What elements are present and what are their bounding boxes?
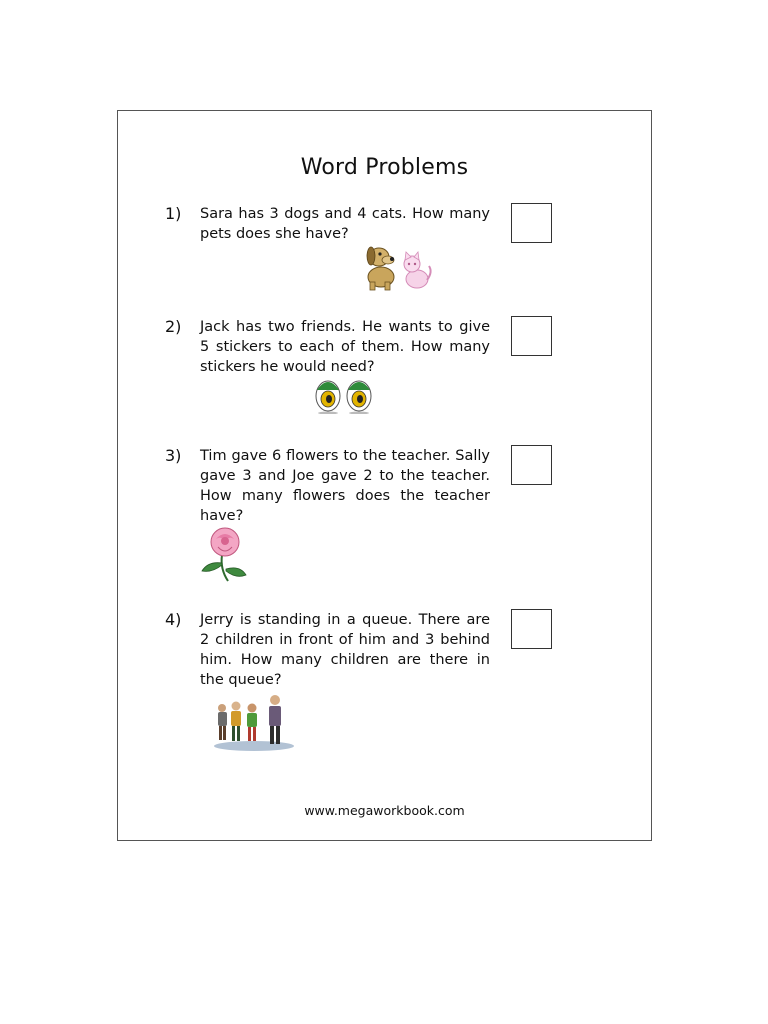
dog-and-cat-icon <box>361 242 435 292</box>
rose-icon <box>198 525 250 582</box>
answer-box-3[interactable] <box>511 445 552 485</box>
problem-text: Jerry is standing in a queue. There are 2 children in front of him and 3 behind him. How many children are there in the queue? <box>200 612 490 688</box>
problem-number: 2) <box>165 317 182 336</box>
problem-number: 3) <box>165 446 182 465</box>
children-queue-icon <box>212 694 298 752</box>
page-title: Word Problems <box>300 155 469 180</box>
eye-stickers-icon <box>314 376 374 414</box>
problem-number: 1) <box>165 204 182 223</box>
problem-text: Sara has 3 dogs and 4 cats. How many pets does she have? <box>200 206 490 242</box>
answer-box-4[interactable] <box>511 609 552 649</box>
footer-website: www.megaworkbook.com <box>304 803 465 818</box>
answer-box-2[interactable] <box>511 316 552 356</box>
problem-text: Tim gave 6 flowers to the teacher. Sally gave 3 and Joe gave 2 to the teacher. How many flowers does the teacher have? <box>200 448 490 524</box>
answer-box-1[interactable] <box>511 203 552 243</box>
worksheet-page <box>117 110 652 841</box>
problem-text: Jack has two friends. He wants to give 5 stickers to each of them. How many stickers he would need? <box>200 319 490 375</box>
problem-number: 4) <box>165 610 182 629</box>
